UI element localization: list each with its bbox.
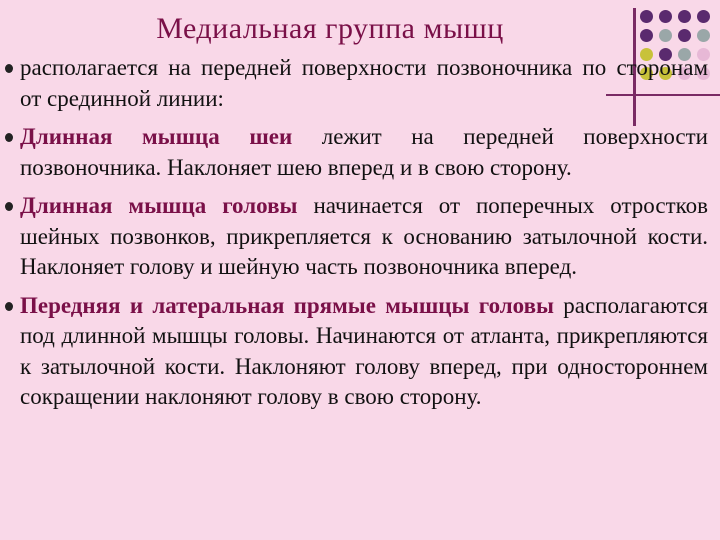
item-text: лежит на передней поверхности позвоночника. Наклоняет шею вперед и в свою сторону.	[20, 124, 708, 180]
item-term: Передняя и латеральная прямые мышцы головы	[20, 292, 554, 318]
slide-body	[20, 53, 708, 413]
item-text: начинается от поперечных отростков шейных позвонков, прикрепляется к основанию затылочной кости. Наклоняет голову и шейную часть позвоночника вперед.	[20, 193, 708, 279]
bullet-item-longus-colli	[20, 122, 708, 183]
bullet-item-longus-capitis	[20, 191, 708, 283]
item-text: располагаются под длинной мышцы головы. Начинаются от атланта, прикрепляются к затылочной кости. Наклоняют голову вперед, при одностороннем сокращении наклоняют голову в свою сторону.	[20, 292, 708, 409]
item-term: Длинная мышца шеи	[20, 124, 293, 149]
item-term: Длинная мышца головы	[20, 193, 298, 218]
slide-title: Медиальная группа мышц	[156, 12, 504, 45]
item-text: располагается на передней поверхности позвоночника по сторонам от срединной линии:	[20, 55, 708, 111]
bullet-icon	[5, 133, 13, 142]
bullet-icon	[5, 202, 13, 211]
bullet-icon	[5, 64, 13, 73]
bullet-icon	[5, 302, 13, 311]
bullet-item-rectus-capitis	[20, 291, 708, 413]
bullet-item-position	[20, 53, 708, 114]
